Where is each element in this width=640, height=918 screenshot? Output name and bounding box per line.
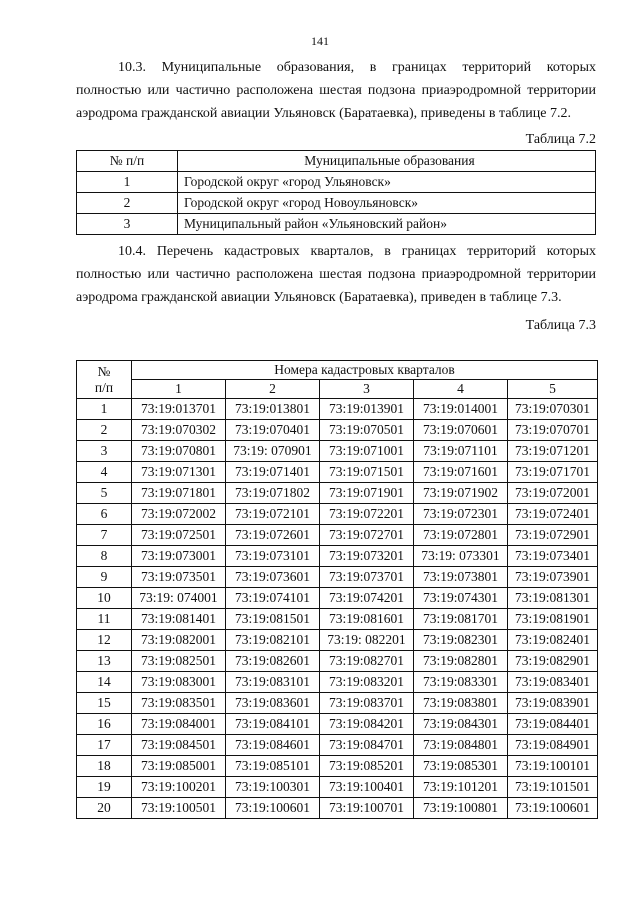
cell-row-index: 4	[77, 462, 132, 483]
cell-row-index: 14	[77, 672, 132, 693]
cell-cadastral-number: 73:19:085301	[413, 756, 507, 777]
cell-cadastral-number: 73:19:084501	[132, 735, 226, 756]
cell-cadastral-number: 73:19:083701	[319, 693, 413, 714]
cell-cadastral-number: 73:19:072901	[507, 525, 597, 546]
table-row	[77, 630, 598, 651]
cell-cadastral-number: 73:19:081501	[225, 609, 319, 630]
cell-cadastral-number: 73:19:071701	[507, 462, 597, 483]
cell-cadastral-number: 73:19:081901	[507, 609, 597, 630]
cell-cadastral-number: 73:19:072201	[319, 504, 413, 525]
cell-cadastral-number: 73:19:072401	[507, 504, 597, 525]
table-row	[77, 735, 598, 756]
cell-cadastral-number: 73:19:100201	[132, 777, 226, 798]
cell-cadastral-number: 73:19:071201	[507, 441, 597, 462]
header-cell-number: № п/п	[77, 151, 178, 172]
cell-cadastral-number: 73:19:083901	[507, 693, 597, 714]
table-row	[77, 588, 598, 609]
cell-cadastral-number: 73:19:085201	[319, 756, 413, 777]
cell-row-index: 18	[77, 756, 132, 777]
table-row	[77, 777, 598, 798]
cell-cadastral-number: 73:19:070801	[132, 441, 226, 462]
cell-row-index: 11	[77, 609, 132, 630]
cell-cadastral-number: 73:19:100401	[319, 777, 413, 798]
cell-cadastral-number: 73:19:084201	[319, 714, 413, 735]
table-row	[77, 609, 598, 630]
cell-cadastral-number: 73:19:072801	[413, 525, 507, 546]
cell-cadastral-number: 73:19:082901	[507, 651, 597, 672]
cell-cadastral-number: 73:19:083301	[413, 672, 507, 693]
paragraph-10-3	[76, 56, 596, 125]
table-row	[77, 672, 598, 693]
header-index-line1: №	[97, 363, 111, 379]
cell-cadastral-number: 73:19:084601	[225, 735, 319, 756]
cell-row-index: 2	[77, 420, 132, 441]
cell-cadastral-number: 73:19:100301	[225, 777, 319, 798]
cell-cadastral-number: 73:19:083401	[507, 672, 597, 693]
cell-cadastral-number: 73:19:073501	[132, 567, 226, 588]
cell-cadastral-number: 73:19:083801	[413, 693, 507, 714]
cell-row-index: 7	[77, 525, 132, 546]
table-row	[77, 483, 598, 504]
cell-cadastral-number: 73:19:083601	[225, 693, 319, 714]
header-cell-column-number: 2	[225, 380, 319, 399]
cell-cadastral-number: 73:19:073401	[507, 546, 597, 567]
paragraph-10-4	[76, 240, 596, 309]
table-7-3	[76, 360, 598, 819]
table-row	[77, 693, 598, 714]
cell-cadastral-number: 73:19:100701	[319, 798, 413, 819]
table-row	[77, 798, 598, 819]
cell-row-index: 8	[77, 546, 132, 567]
header-cell-column-number: 5	[507, 380, 597, 399]
header-cell-column-number: 4	[413, 380, 507, 399]
paragraph-line: 10.3. Муниципальные образования, в границах территорий которых	[118, 60, 596, 75]
cell-cadastral-number: 73:19: 070901	[225, 441, 319, 462]
cell-cadastral-number: 73:19:073801	[413, 567, 507, 588]
cell-cadastral-number: 73:19:071601	[413, 462, 507, 483]
cell-cadastral-number: 73:19:070501	[319, 420, 413, 441]
cell-cadastral-number: 73:19:082801	[413, 651, 507, 672]
table-row	[77, 546, 598, 567]
cell-cadastral-number: 73:19:072301	[413, 504, 507, 525]
cell-cadastral-number: 73:19:082601	[225, 651, 319, 672]
cell-cadastral-number: 73:19:073901	[507, 567, 597, 588]
cell-row-index: 19	[77, 777, 132, 798]
cell-cadastral-number: 73:19:082701	[319, 651, 413, 672]
cell-cadastral-number: 73:19:084301	[413, 714, 507, 735]
cell-number: 3	[77, 214, 178, 235]
cell-row-index: 1	[77, 399, 132, 420]
cell-cadastral-number: 73:19:082401	[507, 630, 597, 651]
cell-cadastral-number: 73:19:101501	[507, 777, 597, 798]
cell-cadastral-number: 73:19:084701	[319, 735, 413, 756]
cell-cadastral-number: 73:19: 074001	[132, 588, 226, 609]
paragraph-line: аэродрома гражданской авиации Ульяновск (Баратаевка), приведены в таблице 7.2.	[76, 106, 572, 121]
cell-number: 1	[77, 172, 178, 193]
header-cell-index	[77, 361, 132, 399]
cell-cadastral-number: 73:19:100601	[507, 798, 597, 819]
cell-cadastral-number: 73:19:072002	[132, 504, 226, 525]
table-header-row	[77, 380, 598, 399]
cell-cadastral-number: 73:19:071501	[319, 462, 413, 483]
table-row	[77, 172, 596, 193]
cell-cadastral-number: 73:19:082301	[413, 630, 507, 651]
cell-cadastral-number: 73:19:081401	[132, 609, 226, 630]
cell-cadastral-number: 73:19:085001	[132, 756, 226, 777]
cell-cadastral-number: 73:19:070301	[507, 399, 597, 420]
cell-cadastral-number: 73:19:071801	[132, 483, 226, 504]
cell-cadastral-number: 73:19:070601	[413, 420, 507, 441]
cell-cadastral-number: 73:19:081701	[413, 609, 507, 630]
table-row	[77, 567, 598, 588]
table-row	[77, 420, 598, 441]
cell-cadastral-number: 73:19:070701	[507, 420, 597, 441]
table-row	[77, 525, 598, 546]
cell-cadastral-number: 73:19:013701	[132, 399, 226, 420]
cell-cadastral-number: 73:19:084901	[507, 735, 597, 756]
table-header-row	[77, 151, 596, 172]
cell-row-index: 17	[77, 735, 132, 756]
cell-municipality: Муниципальный район «Ульяновский район»	[178, 214, 596, 235]
cell-cadastral-number: 73:19:073701	[319, 567, 413, 588]
cell-cadastral-number: 73:19:014001	[413, 399, 507, 420]
cell-cadastral-number: 73:19:073101	[225, 546, 319, 567]
cell-cadastral-number: 73:19:013901	[319, 399, 413, 420]
cell-row-index: 20	[77, 798, 132, 819]
cell-cadastral-number: 73:19:013801	[225, 399, 319, 420]
cell-cadastral-number: 73:19:072101	[225, 504, 319, 525]
table-header-row	[77, 361, 598, 380]
cell-cadastral-number: 73:19:083001	[132, 672, 226, 693]
table-row	[77, 504, 598, 525]
cell-row-index: 3	[77, 441, 132, 462]
cell-cadastral-number: 73:19:085101	[225, 756, 319, 777]
cell-cadastral-number: 73:19:073001	[132, 546, 226, 567]
cell-row-index: 12	[77, 630, 132, 651]
cell-cadastral-number: 73:19:082501	[132, 651, 226, 672]
cell-cadastral-number: 73:19:084001	[132, 714, 226, 735]
cell-cadastral-number: 73:19:100501	[132, 798, 226, 819]
cell-cadastral-number: 73:19:083501	[132, 693, 226, 714]
cell-cadastral-number: 73:19:070302	[132, 420, 226, 441]
cell-cadastral-number: 73:19:100601	[225, 798, 319, 819]
cell-cadastral-number: 73:19:071401	[225, 462, 319, 483]
cell-cadastral-number: 73:19:081601	[319, 609, 413, 630]
table-row	[77, 399, 598, 420]
paragraph-line: 10.4. Перечень кадастровых кварталов, в границах территорий которых	[118, 244, 596, 259]
table-row	[77, 756, 598, 777]
header-cell-column-number: 1	[132, 380, 226, 399]
header-index-line2: п/п	[94, 379, 114, 395]
paragraph-line: аэродрома гражданской авиации Ульяновск (Баратаевка), приведен в таблице 7.3.	[76, 290, 562, 305]
cell-municipality: Городской округ «город Ульяновск»	[178, 172, 596, 193]
cell-cadastral-number: 73:19:082001	[132, 630, 226, 651]
cell-cadastral-number: 73:19: 082201	[319, 630, 413, 651]
cell-cadastral-number: 73:19:071301	[132, 462, 226, 483]
cell-row-index: 6	[77, 504, 132, 525]
table-7-3-caption: Таблица 7.3	[525, 318, 596, 333]
cell-cadastral-number: 73:19:082101	[225, 630, 319, 651]
cell-municipality: Городской округ «город Новоульяновск»	[178, 193, 596, 214]
cell-row-index: 5	[77, 483, 132, 504]
table-row	[77, 714, 598, 735]
cell-row-index: 10	[77, 588, 132, 609]
table-row	[77, 441, 598, 462]
page-number: 141	[311, 34, 329, 48]
cell-cadastral-number: 73:19:071901	[319, 483, 413, 504]
cell-cadastral-number: 73:19:101201	[413, 777, 507, 798]
table-row	[77, 193, 596, 214]
cell-cadastral-number: 73:19:074101	[225, 588, 319, 609]
cell-cadastral-number: 73:19:081301	[507, 588, 597, 609]
cell-row-index: 13	[77, 651, 132, 672]
cell-cadastral-number: 73:19:100101	[507, 756, 597, 777]
cell-cadastral-number: 73:19:071101	[413, 441, 507, 462]
cell-row-index: 15	[77, 693, 132, 714]
header-cell-column-number: 3	[319, 380, 413, 399]
cell-cadastral-number: 73:19:071001	[319, 441, 413, 462]
cell-cadastral-number: 73:19:073601	[225, 567, 319, 588]
cell-cadastral-number: 73:19:071902	[413, 483, 507, 504]
cell-row-index: 9	[77, 567, 132, 588]
cell-cadastral-number: 73:19:071802	[225, 483, 319, 504]
cell-cadastral-number: 73:19:072001	[507, 483, 597, 504]
cell-cadastral-number: 73:19:070401	[225, 420, 319, 441]
cell-number: 2	[77, 193, 178, 214]
paragraph-line: полностью или частично расположена шестая подзона приаэродромной территории	[76, 267, 596, 282]
table-row	[77, 462, 598, 483]
cell-cadastral-number: 73:19:072701	[319, 525, 413, 546]
cell-cadastral-number: 73:19:072601	[225, 525, 319, 546]
table-7-2	[76, 150, 596, 235]
cell-row-index: 16	[77, 714, 132, 735]
cell-cadastral-number: 73:19:083201	[319, 672, 413, 693]
table-7-2-caption: Таблица 7.2	[525, 132, 596, 147]
cell-cadastral-number: 73:19:084101	[225, 714, 319, 735]
paragraph-line: полностью или частично расположена шестая подзона приаэродромной территории	[76, 83, 596, 98]
cell-cadastral-number: 73:19:100801	[413, 798, 507, 819]
table-row	[77, 651, 598, 672]
cell-cadastral-number: 73:19:074301	[413, 588, 507, 609]
cell-cadastral-number: 73:19:074201	[319, 588, 413, 609]
header-cell-municipalities: Муниципальные образования	[178, 151, 596, 172]
cell-cadastral-number: 73:19:084401	[507, 714, 597, 735]
header-cell-group: Номера кадастровых кварталов	[132, 361, 598, 380]
cell-cadastral-number: 73:19:084801	[413, 735, 507, 756]
cell-cadastral-number: 73:19: 073301	[413, 546, 507, 567]
cell-cadastral-number: 73:19:083101	[225, 672, 319, 693]
cell-cadastral-number: 73:19:072501	[132, 525, 226, 546]
cell-cadastral-number: 73:19:073201	[319, 546, 413, 567]
table-row	[77, 214, 596, 235]
